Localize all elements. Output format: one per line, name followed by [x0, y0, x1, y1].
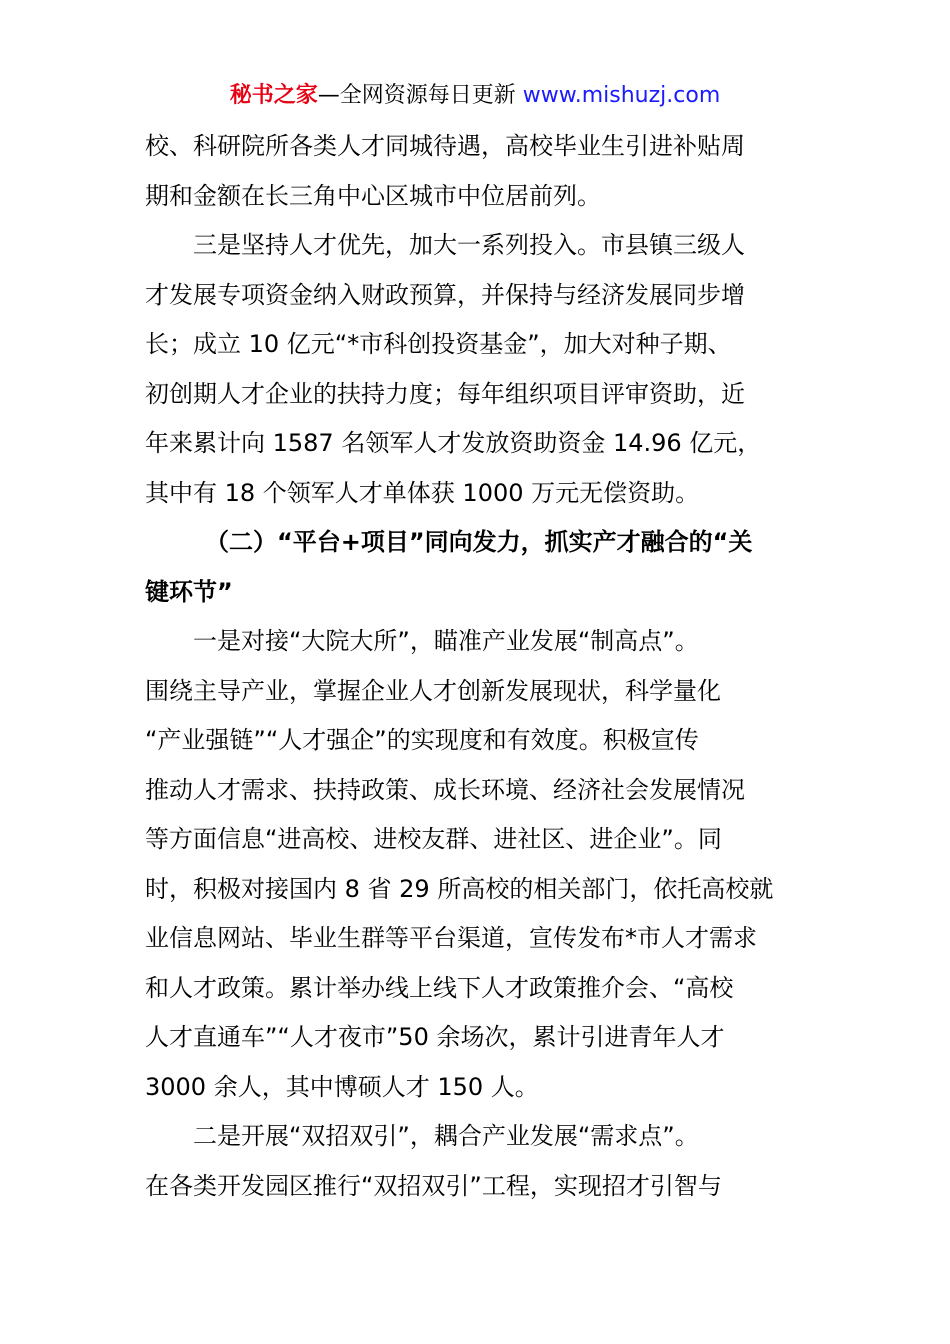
document-body [145, 122, 810, 1211]
paragraph-line: 推动人才需求、扶持政策、成长环境、经济社会发展情况 [145, 775, 745, 804]
paragraph-line: 初创期人才企业的扶持力度；每年组织项目评审资助，近 [145, 379, 745, 408]
paragraph-line: 围绕主导产业，掌握企业人才创新发展现状，科学量化 [145, 676, 721, 705]
section-heading-line: 键环节” [145, 577, 233, 606]
paragraph-line: 期和金额在长三角中心区城市中位居前列。 [145, 181, 601, 210]
site-url-link[interactable]: www.mishuzj.com [522, 83, 721, 108]
paragraph-line: 在各类开发园区推行“双招双引”工程，实现招才引智与 [145, 1171, 722, 1200]
paragraph-line: 人才直通车”“人才夜市”50 余场次，累计引进青年人才 [145, 1023, 725, 1051]
paragraph-line: 年来累计向 1587 名领军人才发放资助资金 14.96 亿元， [145, 429, 762, 457]
paragraph-line: 才发展专项资金纳入财政预算，并保持与经济发展同步增 [145, 280, 745, 309]
paragraph-line: 业信息网站、毕业生群等平台渠道，宣传发布*市人才需求 [145, 924, 757, 952]
site-brand: 秘书之家 [229, 83, 318, 108]
paragraph-line: 等方面信息“进高校、进校友群、进社区、进企业”。同 [145, 825, 722, 853]
paragraph-line: 和人才政策。累计举办线上线下人才政策推介会、“高校 [145, 973, 734, 1002]
paragraph-line: 长；成立 10 亿元“*市科创投资基金”，加大对种子期、 [145, 330, 732, 358]
paragraph-line: 三是坚持人才优先，加大一系列投入。市县镇三级人 [193, 231, 745, 259]
paragraph-line: 其中有 18 个领军人才单体获 1000 万元无偿资助。 [145, 478, 700, 507]
paragraph-line: 二是开展“双招双引”，耦合产业发展“需求点”。 [193, 1122, 699, 1150]
page-header [0, 80, 950, 112]
section-heading-line: （二）“平台+项目”同向发力，抓实产才融合的“关 [205, 528, 753, 556]
paragraph-line: 一是对接“大院大所”，瞄准产业发展“制高点”。 [193, 627, 699, 655]
paragraph-line: 时，积极对接国内 8 省 29 所高校的相关部门，依托高校就 [145, 874, 774, 903]
paragraph-line: 3000 余人，其中博硕人才 150 人。 [145, 1072, 539, 1101]
paragraph-line: 校、科研院所各类人才同城待遇，高校毕业生引进补贴周 [145, 132, 745, 160]
site-tagline: —全网资源每日更新 [317, 83, 516, 108]
paragraph-line: “产业强链”“人才强企”的实现度和有效度。积极宣传 [145, 726, 699, 754]
